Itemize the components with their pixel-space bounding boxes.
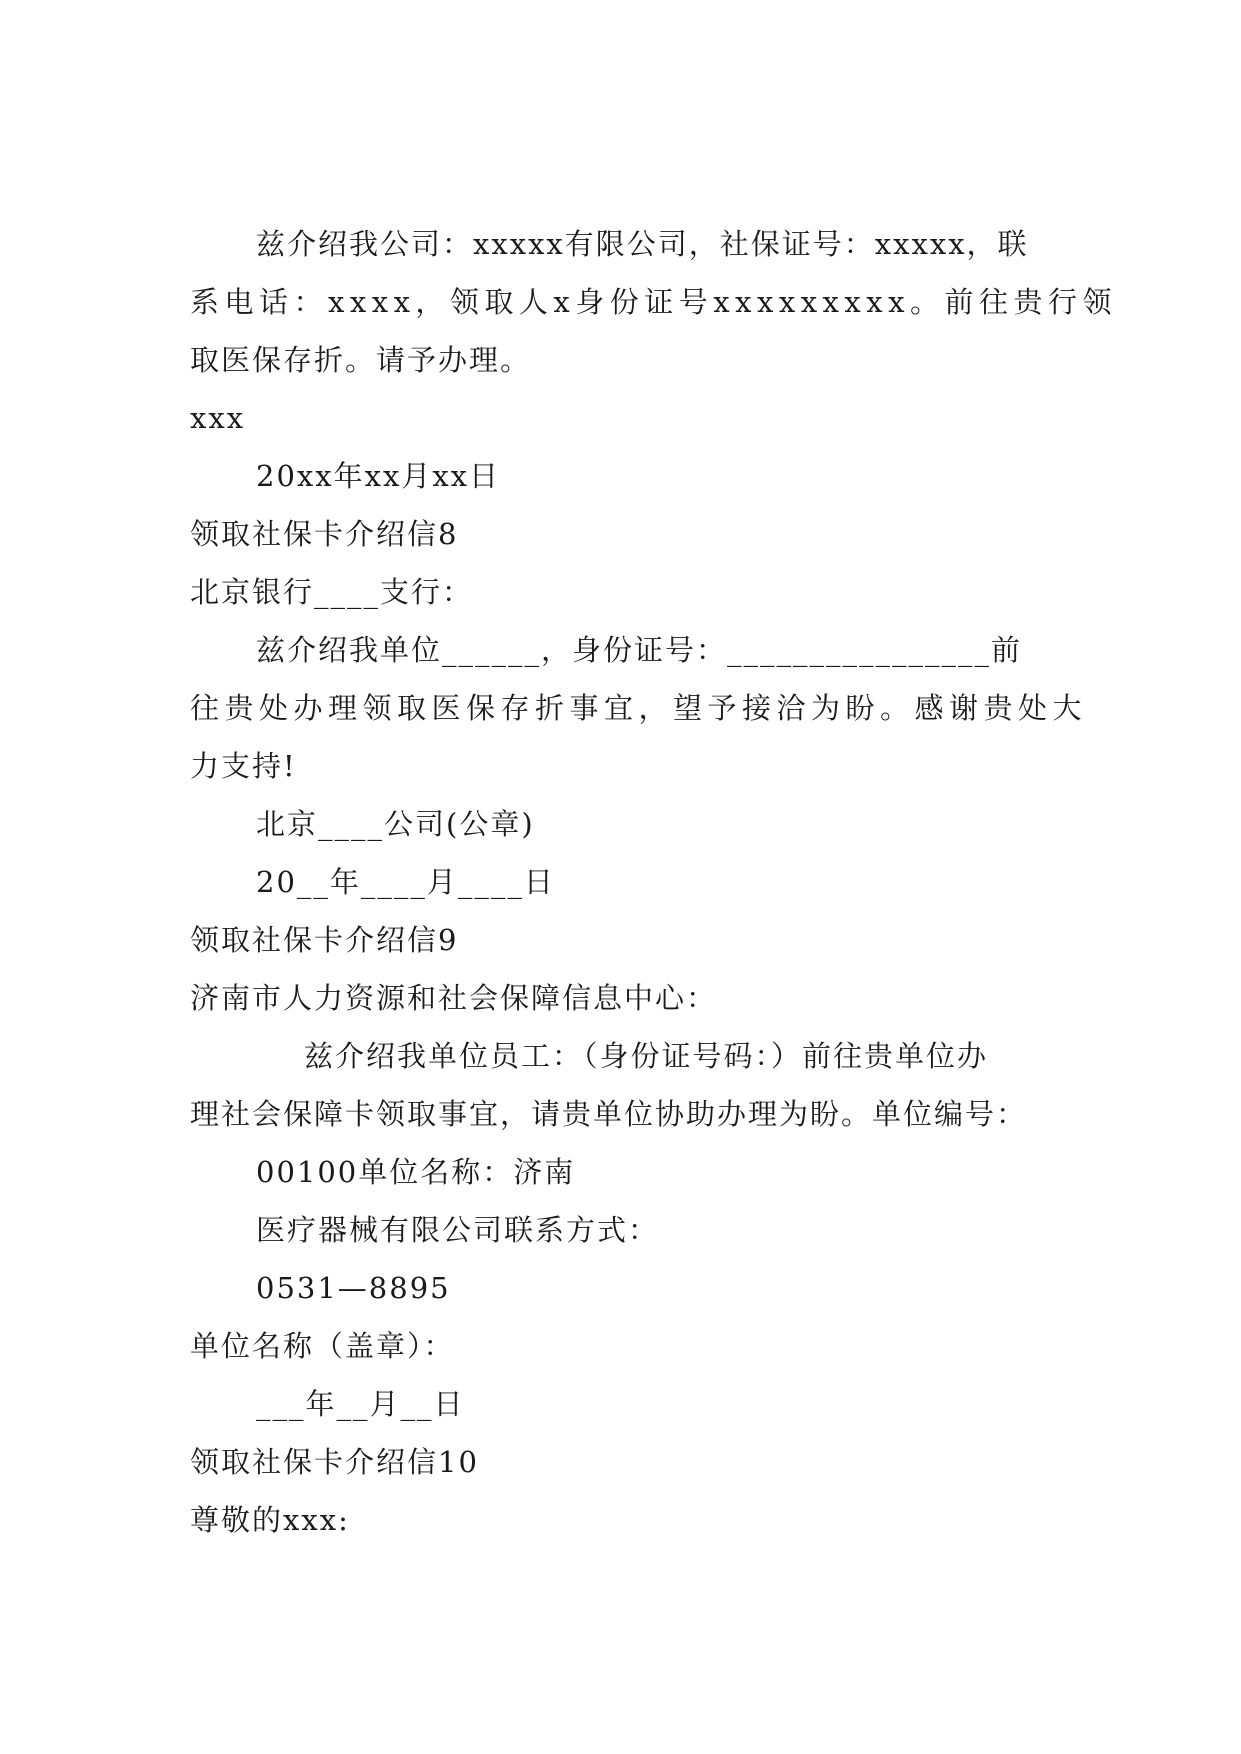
paragraph-line: 取医保存折。请予办理。 <box>190 343 532 377</box>
seal-line: 单位名称（盖章）： <box>190 1329 455 1363</box>
signature-name: xxx <box>190 401 246 435</box>
paragraph-line: 理社会保障卡领取事宜，请贵单位协助办理为盼。单位编号： <box>190 1097 1028 1131</box>
paragraph-line: 系电话：xxxx，领取人x身份证号xxxxxxxxx。前往贵行领 <box>190 285 1117 319</box>
paragraph-line: 医疗器械有限公司联系方式： <box>256 1213 660 1247</box>
paragraph-line: 00100单位名称：济南 <box>256 1155 576 1189</box>
salutation-line: 尊敬的xxx: <box>190 1503 350 1537</box>
section-heading: 领取社保卡介绍信10 <box>190 1445 479 1479</box>
paragraph-line: 往贵处办理领取医保存折事宜，望予接洽为盼。感谢贵处大 <box>190 691 1088 725</box>
section-heading: 领取社保卡介绍信8 <box>190 517 459 551</box>
paragraph-line: 兹介绍我公司：xxxxx有限公司，社保证号：xxxxx，联 <box>256 227 1029 261</box>
section-heading: 领取社保卡介绍信9 <box>190 923 459 957</box>
company-seal-line: 北京____公司(公章) <box>256 807 535 841</box>
recipient-line: 北京银行____支行： <box>190 575 474 609</box>
recipient-line: 济南市人力资源和社会保障信息中心： <box>190 981 718 1015</box>
date-line: ___年__月__日 <box>256 1387 465 1421</box>
date-line: 20xx年xx月xx日 <box>256 459 501 493</box>
phone-line: 0531—8895 <box>256 1271 451 1305</box>
paragraph-line: 力支持! <box>190 749 297 783</box>
paragraph-line: 兹介绍我单位员工：（身份证号码：）前往贵单位办 <box>304 1039 989 1073</box>
date-line: 20__年____月____日 <box>256 865 555 899</box>
paragraph-line: 兹介绍我单位______，身份证号：________________前 <box>256 633 1023 667</box>
